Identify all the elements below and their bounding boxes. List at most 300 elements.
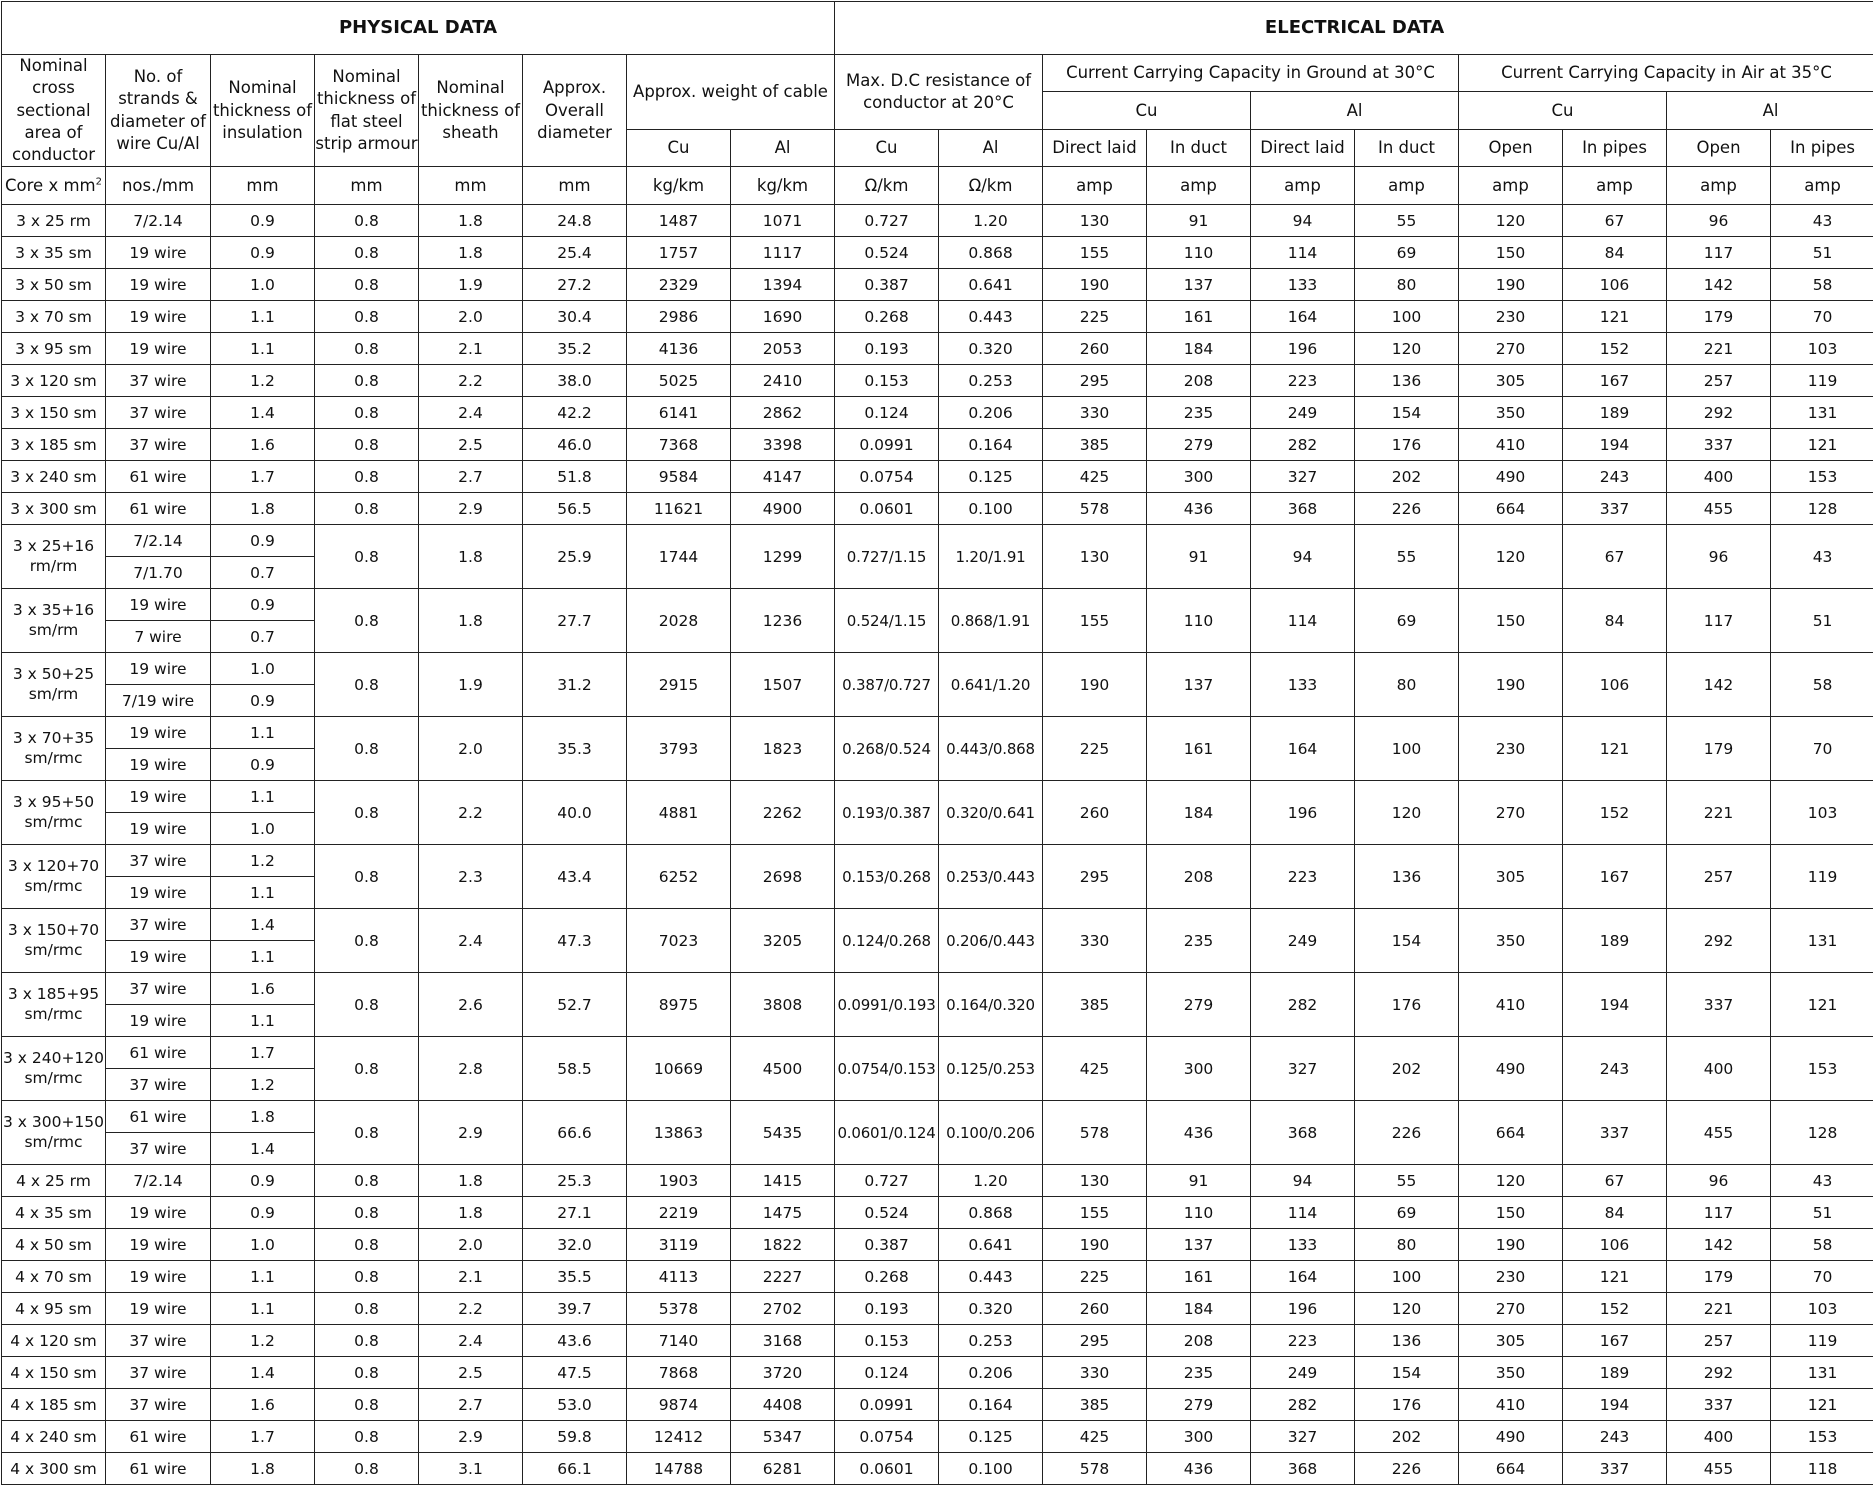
- table-header: [2, 2, 1873, 205]
- cell-insulation: 1.7: [211, 1037, 315, 1069]
- cell-size: 3 x 50 sm: [2, 269, 106, 301]
- cell-size: 3 x 240+120 sm/rmc: [2, 1037, 106, 1101]
- cell-dia: 46.0: [523, 429, 627, 461]
- cell-insulation: 0.9: [211, 525, 315, 557]
- header-weight: Approx. weight of cable: [627, 55, 835, 130]
- cell-g-al-duct: 136: [1355, 845, 1459, 909]
- cell-g-cu-duct: 235: [1147, 909, 1251, 973]
- cell-a-al-pipes: 119: [1771, 365, 1873, 397]
- cell-g-cu-direct: 295: [1043, 1325, 1147, 1357]
- cell-strands: 37 wire: [106, 1389, 211, 1421]
- cell-armour: 0.8: [315, 461, 419, 493]
- cell-insulation: 1.1: [211, 1005, 315, 1037]
- cell-rcu: 0.153: [835, 1325, 939, 1357]
- cell-g-cu-duct: 91: [1147, 525, 1251, 589]
- cell-g-cu-direct: 225: [1043, 301, 1147, 333]
- cell-a-al-pipes: 131: [1771, 397, 1873, 429]
- cell-rcu: 0.727: [835, 1165, 939, 1197]
- header-ground-cu: Cu: [1043, 92, 1251, 129]
- cell-sheath: 2.4: [419, 1325, 523, 1357]
- cell-a-cu-open: 410: [1459, 429, 1563, 461]
- cell-armour: 0.8: [315, 525, 419, 589]
- cell-ral: 0.253: [939, 1325, 1043, 1357]
- cell-g-cu-direct: 578: [1043, 1453, 1147, 1485]
- cell-g-al-direct: 327: [1251, 1421, 1355, 1453]
- cell-a-al-pipes: 121: [1771, 429, 1873, 461]
- cell-a-cu-open: 150: [1459, 589, 1563, 653]
- cell-g-al-direct: 223: [1251, 1325, 1355, 1357]
- cell-sheath: 2.4: [419, 397, 523, 429]
- cell-wal: 3720: [731, 1357, 835, 1389]
- cell-a-cu-open: 664: [1459, 1101, 1563, 1165]
- cell-a-cu-pipes: 167: [1563, 365, 1667, 397]
- cell-rcu: 0.0754/0.153: [835, 1037, 939, 1101]
- cell-insulation: 1.6: [211, 973, 315, 1005]
- cell-ral: 0.868: [939, 1197, 1043, 1229]
- cell-a-al-open: 337: [1667, 1389, 1771, 1421]
- cell-wal: 1822: [731, 1229, 835, 1261]
- cell-rcu: 0.0601: [835, 493, 939, 525]
- header-conductor-area: Nominal cross sectional area of conductor: [2, 55, 106, 167]
- cell-a-cu-open: 305: [1459, 845, 1563, 909]
- cell-g-al-direct: 114: [1251, 237, 1355, 269]
- cell-a-al-open: 117: [1667, 1197, 1771, 1229]
- cell-a-al-pipes: 43: [1771, 205, 1873, 237]
- cell-g-cu-direct: 425: [1043, 1037, 1147, 1101]
- cell-a-cu-open: 120: [1459, 525, 1563, 589]
- cell-sheath: 1.9: [419, 269, 523, 301]
- cell-strands: 19 wire: [106, 1229, 211, 1261]
- cell-a-cu-open: 664: [1459, 1453, 1563, 1485]
- cell-g-cu-direct: 330: [1043, 397, 1147, 429]
- cell-a-al-open: 221: [1667, 781, 1771, 845]
- table-row: [2, 653, 1873, 685]
- unit-amp: amp: [1147, 167, 1251, 205]
- cell-rcu: 0.0754: [835, 461, 939, 493]
- cell-size: 3 x 150+70 sm/rmc: [2, 909, 106, 973]
- cell-a-al-pipes: 103: [1771, 1293, 1873, 1325]
- cell-ral: 0.443: [939, 301, 1043, 333]
- cell-dia: 27.7: [523, 589, 627, 653]
- cell-wcu: 2329: [627, 269, 731, 301]
- unit-resistance-al: Ω/km: [939, 167, 1043, 205]
- cell-wcu: 1487: [627, 205, 731, 237]
- cell-g-cu-direct: 130: [1043, 1165, 1147, 1197]
- cell-rcu: 0.0754: [835, 1421, 939, 1453]
- cell-ral: 0.100: [939, 493, 1043, 525]
- table-row: [2, 1325, 1873, 1357]
- cell-strands: 19 wire: [106, 237, 211, 269]
- unit-weight-al: kg/km: [731, 167, 835, 205]
- cell-wcu: 8975: [627, 973, 731, 1037]
- cell-a-al-pipes: 153: [1771, 461, 1873, 493]
- cell-a-cu-open: 305: [1459, 365, 1563, 397]
- cell-strands: 19 wire: [106, 749, 211, 781]
- cell-g-al-direct: 196: [1251, 1293, 1355, 1325]
- cell-dia: 31.2: [523, 653, 627, 717]
- cell-a-al-open: 221: [1667, 1293, 1771, 1325]
- cell-a-al-open: 257: [1667, 365, 1771, 397]
- cell-g-al-duct: 202: [1355, 1421, 1459, 1453]
- cell-sheath: 2.5: [419, 1357, 523, 1389]
- units-row: [2, 167, 1873, 205]
- cell-a-al-pipes: 128: [1771, 1101, 1873, 1165]
- cell-ral: 0.206/0.443: [939, 909, 1043, 973]
- cell-ral: 0.443: [939, 1261, 1043, 1293]
- unit-amp: amp: [1251, 167, 1355, 205]
- unit-insulation: mm: [211, 167, 315, 205]
- cell-rcu: 0.387: [835, 269, 939, 301]
- cell-a-al-open: 117: [1667, 237, 1771, 269]
- cell-g-cu-duct: 110: [1147, 1197, 1251, 1229]
- cell-dia: 38.0: [523, 365, 627, 397]
- cell-a-cu-pipes: 189: [1563, 909, 1667, 973]
- cell-insulation: 1.8: [211, 493, 315, 525]
- cell-rcu: 0.268: [835, 1261, 939, 1293]
- cell-insulation: 1.4: [211, 1357, 315, 1389]
- unit-amp: amp: [1563, 167, 1667, 205]
- cell-armour: 0.8: [315, 1453, 419, 1485]
- cell-a-al-pipes: 131: [1771, 1357, 1873, 1389]
- cell-insulation: 1.1: [211, 333, 315, 365]
- cell-dia: 35.2: [523, 333, 627, 365]
- cell-strands: 19 wire: [106, 269, 211, 301]
- cell-g-cu-duct: 279: [1147, 973, 1251, 1037]
- cell-wal: 3398: [731, 429, 835, 461]
- cell-sheath: 2.0: [419, 301, 523, 333]
- cell-size: 3 x 25 rm: [2, 205, 106, 237]
- cell-rcu: 0.524: [835, 237, 939, 269]
- cell-strands: 37 wire: [106, 973, 211, 1005]
- cell-armour: 0.8: [315, 493, 419, 525]
- cell-wal: 4900: [731, 493, 835, 525]
- cell-strands: 19 wire: [106, 1005, 211, 1037]
- cell-a-al-pipes: 128: [1771, 493, 1873, 525]
- cell-insulation: 1.1: [211, 1293, 315, 1325]
- cell-insulation: 1.8: [211, 1101, 315, 1133]
- cell-armour: 0.8: [315, 845, 419, 909]
- unit-amp: amp: [1043, 167, 1147, 205]
- cell-a-cu-open: 410: [1459, 1389, 1563, 1421]
- cell-sheath: 2.4: [419, 909, 523, 973]
- unit-amp: amp: [1771, 167, 1873, 205]
- cell-ral: 0.868/1.91: [939, 589, 1043, 653]
- unit-armour: mm: [315, 167, 419, 205]
- cell-dia: 47.3: [523, 909, 627, 973]
- cell-dia: 51.8: [523, 461, 627, 493]
- cell-size: 3 x 120 sm: [2, 365, 106, 397]
- cell-g-cu-direct: 260: [1043, 781, 1147, 845]
- cell-size: 3 x 120+70 sm/rmc: [2, 845, 106, 909]
- cell-sheath: 2.7: [419, 461, 523, 493]
- cell-rcu: 0.524/1.15: [835, 589, 939, 653]
- cell-g-cu-direct: 130: [1043, 205, 1147, 237]
- cell-g-al-direct: 114: [1251, 1197, 1355, 1229]
- cell-a-cu-pipes: 167: [1563, 845, 1667, 909]
- cell-strands: 37 wire: [106, 845, 211, 877]
- cell-g-al-duct: 100: [1355, 301, 1459, 333]
- cell-a-cu-open: 664: [1459, 493, 1563, 525]
- cell-dia: 43.4: [523, 845, 627, 909]
- cell-dia: 24.8: [523, 205, 627, 237]
- cell-a-al-pipes: 70: [1771, 1261, 1873, 1293]
- cell-a-al-pipes: 58: [1771, 1229, 1873, 1261]
- cell-wcu: 14788: [627, 1453, 731, 1485]
- cell-a-al-open: 455: [1667, 493, 1771, 525]
- cell-strands: 19 wire: [106, 653, 211, 685]
- cell-wal: 4147: [731, 461, 835, 493]
- cell-sheath: 1.8: [419, 1165, 523, 1197]
- cell-strands: 37 wire: [106, 909, 211, 941]
- cell-g-cu-duct: 161: [1147, 1261, 1251, 1293]
- header-resistance-al: Al: [939, 129, 1043, 166]
- cell-size: 3 x 185 sm: [2, 429, 106, 461]
- table-row: [2, 493, 1873, 525]
- cell-rcu: 0.124/0.268: [835, 909, 939, 973]
- cell-insulation: 0.9: [211, 685, 315, 717]
- cell-size: 4 x 70 sm: [2, 1261, 106, 1293]
- cell-a-cu-pipes: 189: [1563, 397, 1667, 429]
- cell-dia: 40.0: [523, 781, 627, 845]
- cell-wcu: 3793: [627, 717, 731, 781]
- cell-strands: 37 wire: [106, 1357, 211, 1389]
- cell-g-cu-duct: 161: [1147, 301, 1251, 333]
- unit-diameter: mm: [523, 167, 627, 205]
- table-row: [2, 1229, 1873, 1261]
- cell-wcu: 1757: [627, 237, 731, 269]
- header-air-cu-open: Open: [1459, 129, 1563, 166]
- cell-rcu: 0.0991/0.193: [835, 973, 939, 1037]
- cell-a-al-open: 400: [1667, 1421, 1771, 1453]
- table-row: [2, 461, 1873, 493]
- cell-sheath: 1.9: [419, 653, 523, 717]
- cell-a-cu-open: 270: [1459, 1293, 1563, 1325]
- cell-armour: 0.8: [315, 237, 419, 269]
- cell-insulation: 1.0: [211, 269, 315, 301]
- cell-g-al-direct: 133: [1251, 269, 1355, 301]
- table-row: [2, 1197, 1873, 1229]
- cell-wal: 5347: [731, 1421, 835, 1453]
- cell-g-cu-direct: 425: [1043, 461, 1147, 493]
- cell-a-cu-open: 350: [1459, 1357, 1563, 1389]
- cell-size: 4 x 185 sm: [2, 1389, 106, 1421]
- cell-sheath: 2.0: [419, 1229, 523, 1261]
- cell-a-cu-open: 410: [1459, 973, 1563, 1037]
- cell-g-cu-direct: 295: [1043, 845, 1147, 909]
- cell-rcu: 0.727: [835, 205, 939, 237]
- cell-insulation: 1.7: [211, 1421, 315, 1453]
- cell-a-cu-pipes: 152: [1563, 333, 1667, 365]
- cell-insulation: 1.4: [211, 1133, 315, 1165]
- cell-a-cu-pipes: 243: [1563, 461, 1667, 493]
- cell-a-al-open: 96: [1667, 525, 1771, 589]
- cell-g-cu-duct: 184: [1147, 333, 1251, 365]
- cell-a-cu-pipes: 84: [1563, 1197, 1667, 1229]
- cell-ral: 0.206: [939, 397, 1043, 429]
- cell-wcu: 2219: [627, 1197, 731, 1229]
- cell-dia: 66.1: [523, 1453, 627, 1485]
- cell-dia: 56.5: [523, 493, 627, 525]
- cell-g-al-duct: 226: [1355, 1101, 1459, 1165]
- header-diameter: Approx. Overall diameter: [523, 55, 627, 167]
- cell-a-cu-open: 490: [1459, 461, 1563, 493]
- cell-a-cu-pipes: 67: [1563, 205, 1667, 237]
- cell-g-al-direct: 114: [1251, 589, 1355, 653]
- cell-g-al-direct: 249: [1251, 1357, 1355, 1389]
- cell-strands: 19 wire: [106, 941, 211, 973]
- unit-amp: amp: [1355, 167, 1459, 205]
- cell-g-cu-duct: 137: [1147, 269, 1251, 301]
- cell-dia: 27.1: [523, 1197, 627, 1229]
- cell-g-cu-direct: 155: [1043, 1197, 1147, 1229]
- cell-ral: 0.100/0.206: [939, 1101, 1043, 1165]
- cell-g-al-duct: 69: [1355, 1197, 1459, 1229]
- table-row: [2, 301, 1873, 333]
- cell-size: 3 x 35 sm: [2, 237, 106, 269]
- cell-g-cu-duct: 436: [1147, 1453, 1251, 1485]
- table-row: [2, 237, 1873, 269]
- cell-ral: 1.20: [939, 1165, 1043, 1197]
- cell-g-al-direct: 94: [1251, 205, 1355, 237]
- cell-a-al-pipes: 51: [1771, 237, 1873, 269]
- cell-wal: 3205: [731, 909, 835, 973]
- header-air-al-open: Open: [1667, 129, 1771, 166]
- cell-ral: 0.253/0.443: [939, 845, 1043, 909]
- table-row: [2, 909, 1873, 941]
- cell-wcu: 1903: [627, 1165, 731, 1197]
- cell-insulation: 1.1: [211, 301, 315, 333]
- table-row: [2, 1261, 1873, 1293]
- cell-a-cu-open: 490: [1459, 1421, 1563, 1453]
- cell-a-cu-open: 305: [1459, 1325, 1563, 1357]
- cell-sheath: 1.8: [419, 205, 523, 237]
- cell-g-cu-duct: 300: [1147, 1421, 1251, 1453]
- cell-a-cu-pipes: 106: [1563, 653, 1667, 717]
- cell-ral: 0.100: [939, 1453, 1043, 1485]
- cell-armour: 0.8: [315, 589, 419, 653]
- cell-g-cu-duct: 279: [1147, 1389, 1251, 1421]
- cell-a-cu-open: 150: [1459, 237, 1563, 269]
- header-insulation: Nominal thickness of insulation: [211, 55, 315, 167]
- cell-a-al-pipes: 131: [1771, 909, 1873, 973]
- cell-a-cu-open: 190: [1459, 269, 1563, 301]
- cell-g-cu-duct: 208: [1147, 1325, 1251, 1357]
- cell-insulation: 1.0: [211, 1229, 315, 1261]
- cell-wal: 1117: [731, 237, 835, 269]
- table-row: [2, 717, 1873, 749]
- cell-ral: 0.868: [939, 237, 1043, 269]
- cell-insulation: 1.2: [211, 365, 315, 397]
- cell-g-al-direct: 327: [1251, 1037, 1355, 1101]
- cell-a-cu-pipes: 194: [1563, 973, 1667, 1037]
- cell-g-cu-direct: 260: [1043, 333, 1147, 365]
- cell-a-al-open: 292: [1667, 397, 1771, 429]
- cell-a-cu-open: 190: [1459, 1229, 1563, 1261]
- cell-a-al-open: 96: [1667, 1165, 1771, 1197]
- cell-dia: 35.5: [523, 1261, 627, 1293]
- cell-sheath: 1.8: [419, 1197, 523, 1229]
- cell-a-cu-pipes: 121: [1563, 717, 1667, 781]
- cell-rcu: 0.193/0.387: [835, 781, 939, 845]
- cell-wal: 4500: [731, 1037, 835, 1101]
- cell-armour: 0.8: [315, 1229, 419, 1261]
- cell-a-al-open: 455: [1667, 1101, 1771, 1165]
- cell-insulation: 1.7: [211, 461, 315, 493]
- cell-dia: 30.4: [523, 301, 627, 333]
- cell-a-al-open: 117: [1667, 589, 1771, 653]
- cell-armour: 0.8: [315, 1165, 419, 1197]
- cell-g-al-duct: 202: [1355, 1037, 1459, 1101]
- header-resistance-cu: Cu: [835, 129, 939, 166]
- cell-rcu: 0.524: [835, 1197, 939, 1229]
- cell-ral: 1.20: [939, 205, 1043, 237]
- cell-wcu: 4881: [627, 781, 731, 845]
- cell-rcu: 0.387/0.727: [835, 653, 939, 717]
- cell-a-al-open: 337: [1667, 973, 1771, 1037]
- header-air-capacity: Current Carrying Capacity in Air at 35°C: [1459, 55, 1873, 92]
- cell-rcu: 0.387: [835, 1229, 939, 1261]
- cell-g-al-duct: 100: [1355, 1261, 1459, 1293]
- cell-armour: 0.8: [315, 909, 419, 973]
- cell-wal: 2698: [731, 845, 835, 909]
- cell-insulation: 0.9: [211, 1197, 315, 1229]
- cell-armour: 0.8: [315, 429, 419, 461]
- cell-insulation: 1.0: [211, 813, 315, 845]
- cell-insulation: 1.1: [211, 1261, 315, 1293]
- cell-sheath: 1.8: [419, 237, 523, 269]
- cell-a-al-open: 96: [1667, 205, 1771, 237]
- cell-size: 4 x 50 sm: [2, 1229, 106, 1261]
- cell-wcu: 2915: [627, 653, 731, 717]
- cell-g-al-direct: 368: [1251, 1101, 1355, 1165]
- cell-dia: 42.2: [523, 397, 627, 429]
- cell-ral: 0.641/1.20: [939, 653, 1043, 717]
- cell-strands: 7/2.14: [106, 1165, 211, 1197]
- cell-sheath: 2.0: [419, 717, 523, 781]
- cell-a-cu-open: 230: [1459, 717, 1563, 781]
- cell-g-al-direct: 368: [1251, 1453, 1355, 1485]
- cell-ral: 0.320: [939, 1293, 1043, 1325]
- cell-rcu: 0.124: [835, 1357, 939, 1389]
- table-row: [2, 1165, 1873, 1197]
- cell-g-cu-direct: 155: [1043, 237, 1147, 269]
- cell-g-al-duct: 176: [1355, 1389, 1459, 1421]
- cell-sheath: 2.3: [419, 845, 523, 909]
- cell-g-al-duct: 80: [1355, 653, 1459, 717]
- cell-wal: 1823: [731, 717, 835, 781]
- cell-g-cu-direct: 190: [1043, 653, 1147, 717]
- cell-strands: 61 wire: [106, 1037, 211, 1069]
- cell-a-al-pipes: 119: [1771, 1325, 1873, 1357]
- table-row: [2, 845, 1873, 877]
- cell-armour: 0.8: [315, 333, 419, 365]
- cell-g-cu-duct: 137: [1147, 1229, 1251, 1261]
- cell-strands: 37 wire: [106, 429, 211, 461]
- cell-a-al-open: 179: [1667, 1261, 1771, 1293]
- cell-g-cu-duct: 91: [1147, 1165, 1251, 1197]
- cell-armour: 0.8: [315, 1357, 419, 1389]
- cell-size: 4 x 25 rm: [2, 1165, 106, 1197]
- cell-g-cu-direct: 578: [1043, 493, 1147, 525]
- cell-g-cu-duct: 91: [1147, 205, 1251, 237]
- cell-g-al-direct: 94: [1251, 1165, 1355, 1197]
- unit-core: [2, 167, 106, 205]
- cell-insulation: 0.9: [211, 237, 315, 269]
- cell-strands: 19 wire: [106, 813, 211, 845]
- cell-ral: 0.641: [939, 1229, 1043, 1261]
- cell-g-al-direct: 164: [1251, 717, 1355, 781]
- cell-g-al-direct: 196: [1251, 781, 1355, 845]
